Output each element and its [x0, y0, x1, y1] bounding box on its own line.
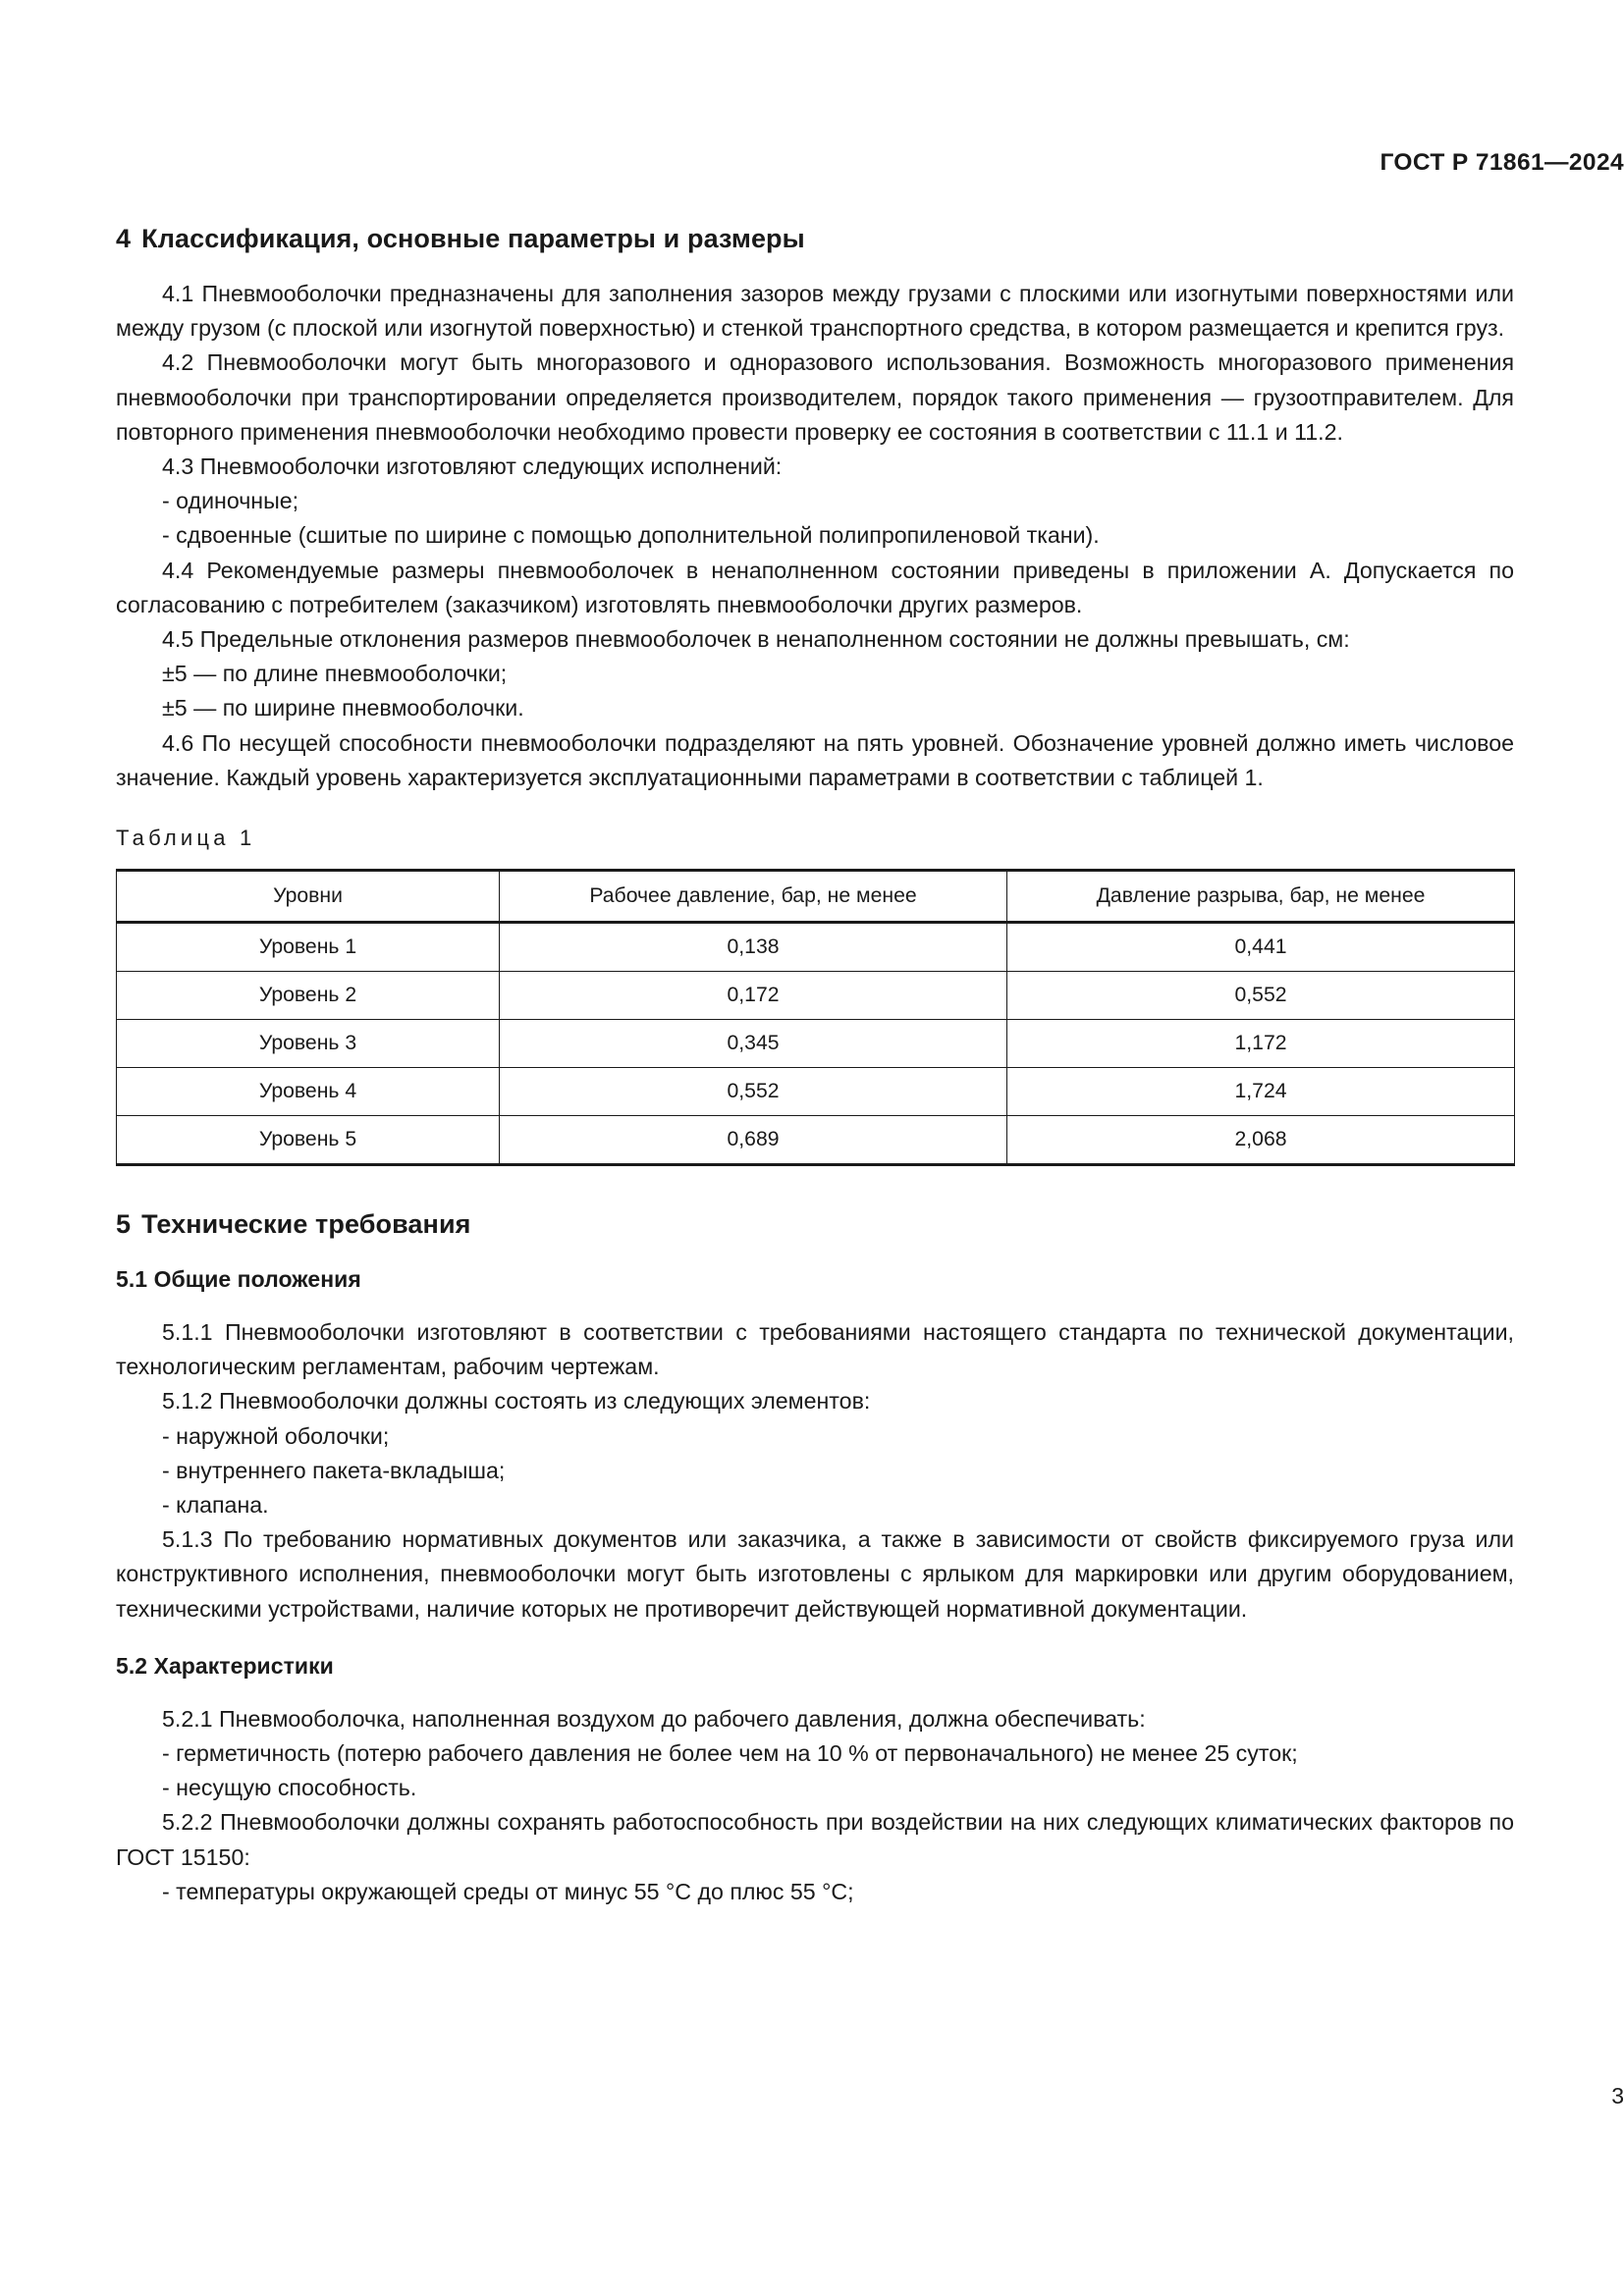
table-1-caption: Таблица 1 [116, 826, 256, 851]
list-item-ambient-temperature: - температуры окружающей среды от минус 55 °C до плюс 55 °C; [162, 1878, 854, 1904]
table-cell-working-pressure: 0,172 [500, 972, 1007, 1020]
table-cell-burst-pressure: 0,552 [1007, 972, 1515, 1020]
paragraph-4-5: 4.5 Предельные отклонения размеров пневмооболочек в ненаполненном состоянии не должны превышать, см: [162, 626, 1350, 653]
list-item-tightness: - герметичность (потерю рабочего давления не более чем на 10 % от первоначального) не менее 25 суток; [162, 1740, 1298, 1767]
table-cell-level: Уровень 1 [117, 923, 500, 972]
table-cell-level: Уровень 2 [117, 972, 500, 1020]
page-number: 3 [1611, 2083, 1624, 2109]
paragraph-5-2-1: 5.2.1 Пневмооболочка, наполненная воздухом до рабочего давления, должна обеспечивать: [162, 1705, 1146, 1732]
paragraph-4-3: 4.3 Пневмооболочки изготовляют следующих исполнений: [162, 454, 783, 480]
subsection-5-2-heading: 5.2 Характеристики [116, 1652, 334, 1679]
paragraph-4-4: 4.4 Рекомендуемые размеры пневмооболочек в ненаполненном состоянии приведены в приложении А. Допускается по согласованию с потребителем (заказчиком) изготовлять пневмооболочки других размеров. [116, 557, 1514, 617]
table-row [117, 1020, 1515, 1068]
list-item-width-tolerance: ±5 — по ширине пневмооболочки. [162, 695, 524, 721]
table-header-row [117, 871, 1515, 923]
page-content [116, 224, 1514, 1909]
list-item-outer-shell: - наружной оболочки; [162, 1422, 390, 1449]
paragraph-4-2: 4.2 Пневмооболочки могут быть многоразового и одноразового использования. Возможность многоразового применения пневмооболочки при транспортировании определяется производителем, порядок такого применения — грузоотправителем. Для повторного применения пневмооболочки необходимо провести проверку ее состояния в соответствии с 11.1 и 11.2. [116, 349, 1514, 445]
paragraph-5-1-3: 5.1.3 По требованию нормативных документов или заказчика, а также в зависимости от свойств фиксируемого груза или конструктивного исполнения, пневмооболочки могут быть изготовлены с ярлыком для маркировки или другим оборудованием, техническими устройствами, наличие которых не противоречит действующей нормативной документации. [116, 1526, 1514, 1622]
section-5-number: 5 [116, 1209, 132, 1240]
table-header-cell-levels: Уровни [117, 871, 500, 923]
paragraph-4-1: 4.1 Пневмооболочки предназначены для заполнения зазоров между грузами с плоскими или изогнутыми поверхностями или между грузом (с плоской или изогнутой поверхностью) и стенкой транспортного средства, в котором размещается и крепится груз. [116, 281, 1514, 342]
table-row [117, 923, 1515, 972]
table-header-cell-burst-pressure: Давление разрыва, бар, не менее [1007, 871, 1515, 923]
list-item-inner-liner: - внутреннего пакета-вкладыша; [162, 1457, 506, 1483]
running-header: ГОСТ Р 71861—2024 [1380, 149, 1624, 176]
subsection-5-1-heading: 5.1 Общие положения [116, 1266, 361, 1293]
table-row [117, 972, 1515, 1020]
list-item-length-tolerance: ±5 — по длине пневмооболочки; [162, 661, 508, 687]
list-item-single: - одиночные; [162, 488, 299, 514]
paragraph-5-1-1: 5.1.1 Пневмооболочки изготовляют в соответствии с требованиями настоящего стандарта по технической документации, технологическим регламентам, рабочим чертежам. [116, 1319, 1514, 1380]
table-cell-burst-pressure: 2,068 [1007, 1116, 1515, 1165]
list-item-double: - сдвоенные (сшитые по ширине с помощью дополнительной полипропиленовой ткани). [162, 522, 1100, 549]
paragraph-5-2-2: 5.2.2 Пневмооболочки должны сохранять работоспособность при воздействии на них следующих климатических факторов по ГОСТ 15150: [116, 1809, 1514, 1870]
section-4-title: Классификация, основные параметры и размеры [141, 224, 805, 253]
table-cell-working-pressure: 0,689 [500, 1116, 1007, 1165]
table-cell-burst-pressure: 1,172 [1007, 1020, 1515, 1068]
table-cell-burst-pressure: 0,441 [1007, 923, 1515, 972]
table-cell-burst-pressure: 1,724 [1007, 1068, 1515, 1116]
list-item-valve: - клапана. [162, 1492, 269, 1519]
table-cell-level: Уровень 5 [117, 1116, 500, 1165]
table-row [117, 1068, 1515, 1116]
table-cell-working-pressure: 0,552 [500, 1068, 1007, 1116]
section-4-heading [116, 224, 1514, 254]
table-cell-working-pressure: 0,138 [500, 923, 1007, 972]
table-header-cell-working-pressure: Рабочее давление, бар, не менее [500, 871, 1007, 923]
table-cell-level: Уровень 4 [117, 1068, 500, 1116]
list-item-load-capacity: - несущую способность. [162, 1775, 417, 1801]
paragraph-4-6: 4.6 По несущей способности пневмооболочки подразделяют на пять уровней. Обозначение уровней должно иметь числовое значение. Каждый уровень характеризуется эксплуатационными параметрами в соответствии с таблицей 1. [116, 729, 1514, 790]
section-5-title: Технические требования [141, 1209, 471, 1240]
table-cell-level: Уровень 3 [117, 1020, 500, 1068]
paragraph-5-1-2: 5.1.2 Пневмооболочки должны состоять из следующих элементов: [162, 1388, 871, 1415]
table-1 [116, 869, 1515, 1166]
section-4-number: 4 [116, 224, 132, 253]
table-row [117, 1116, 1515, 1165]
section-5-heading [116, 1209, 1514, 1240]
table-cell-working-pressure: 0,345 [500, 1020, 1007, 1068]
